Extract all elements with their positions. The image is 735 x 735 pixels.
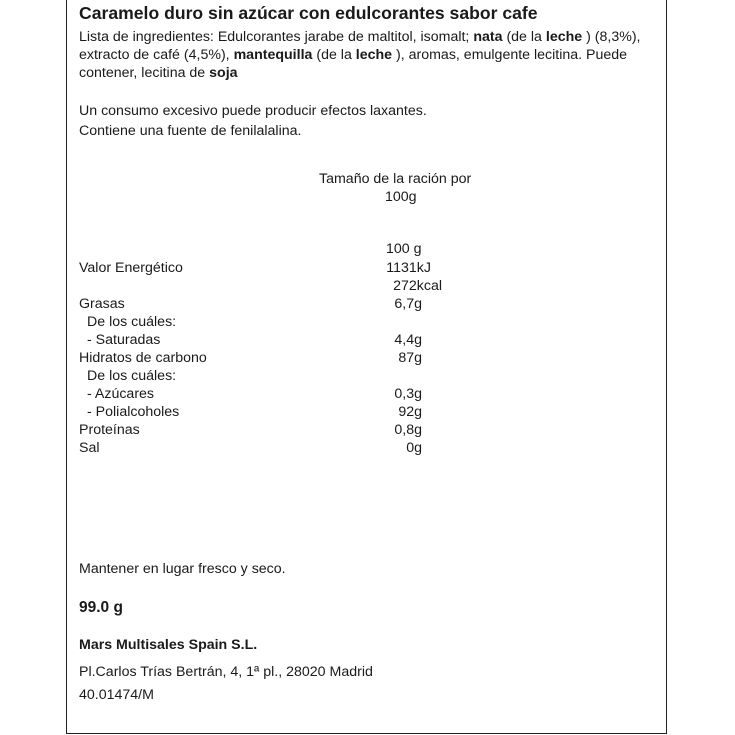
nutrition-label: - Azúcares [87, 386, 155, 402]
nutrition-value: 0,3g [394, 386, 422, 402]
company-name: Mars Multisales Spain S.L. [79, 637, 258, 653]
nutrition-label: - Polialcoholes [87, 404, 180, 420]
nutrition-value: 272kcal [393, 278, 442, 294]
warning-laxative: Un consumo excesivo puede producir efectos laxantes. [79, 103, 427, 119]
storage-instructions: Mantener en lugar fresco y seco. [79, 561, 286, 577]
nutrition-label: - Saturadas [87, 332, 161, 348]
nutrition-label: Proteínas [79, 422, 140, 438]
nutrition-header-per: 100g [385, 189, 417, 205]
nutrition-value: 87g [398, 350, 422, 366]
ingredients-list: Lista de ingredientes: Edulcorantes jarabe de maltitol, isomalt; nata (de la leche ) (8,3%), extracto de café (4,5%), mantequilla (de la leche ), aromas, emulgente lecitina. Puede contener, lecitina de soja [79, 29, 641, 81]
company-address: Pl.Carlos Trías Bertrán, 4, 1ª pl., 28020 Madrid [79, 664, 373, 680]
nutrition-label: De los cuáles: [87, 368, 177, 384]
nutrition-label: Grasas [79, 296, 125, 312]
nutrition-value: 92g [398, 404, 422, 420]
nutrition-label: Sal [79, 440, 100, 456]
nutrition-column-header: 100 g [386, 241, 422, 257]
nutrition-header: Tamaño de la ración por [319, 171, 472, 187]
company-code: 40.01474/M [79, 687, 154, 703]
nutrition-label: Valor Energético [79, 260, 183, 276]
product-title: Caramelo duro sin azúcar con edulcorantes sabor cafe [79, 3, 538, 23]
nutrition-value: 1131kJ [386, 260, 431, 276]
nutrition-label: Hidratos de carbono [79, 350, 207, 366]
warning-phenylalanine: Contiene una fuente de fenilalalina. [79, 123, 302, 139]
nutrition-value: 0,8g [394, 422, 422, 438]
nutrition-value: 6,7g [394, 296, 422, 312]
nutrition-value: 4,4g [394, 332, 422, 348]
nutrition-label: De los cuáles: [87, 314, 177, 330]
net-weight: 99.0 g [79, 599, 123, 616]
nutrition-value: 0g [406, 440, 422, 456]
